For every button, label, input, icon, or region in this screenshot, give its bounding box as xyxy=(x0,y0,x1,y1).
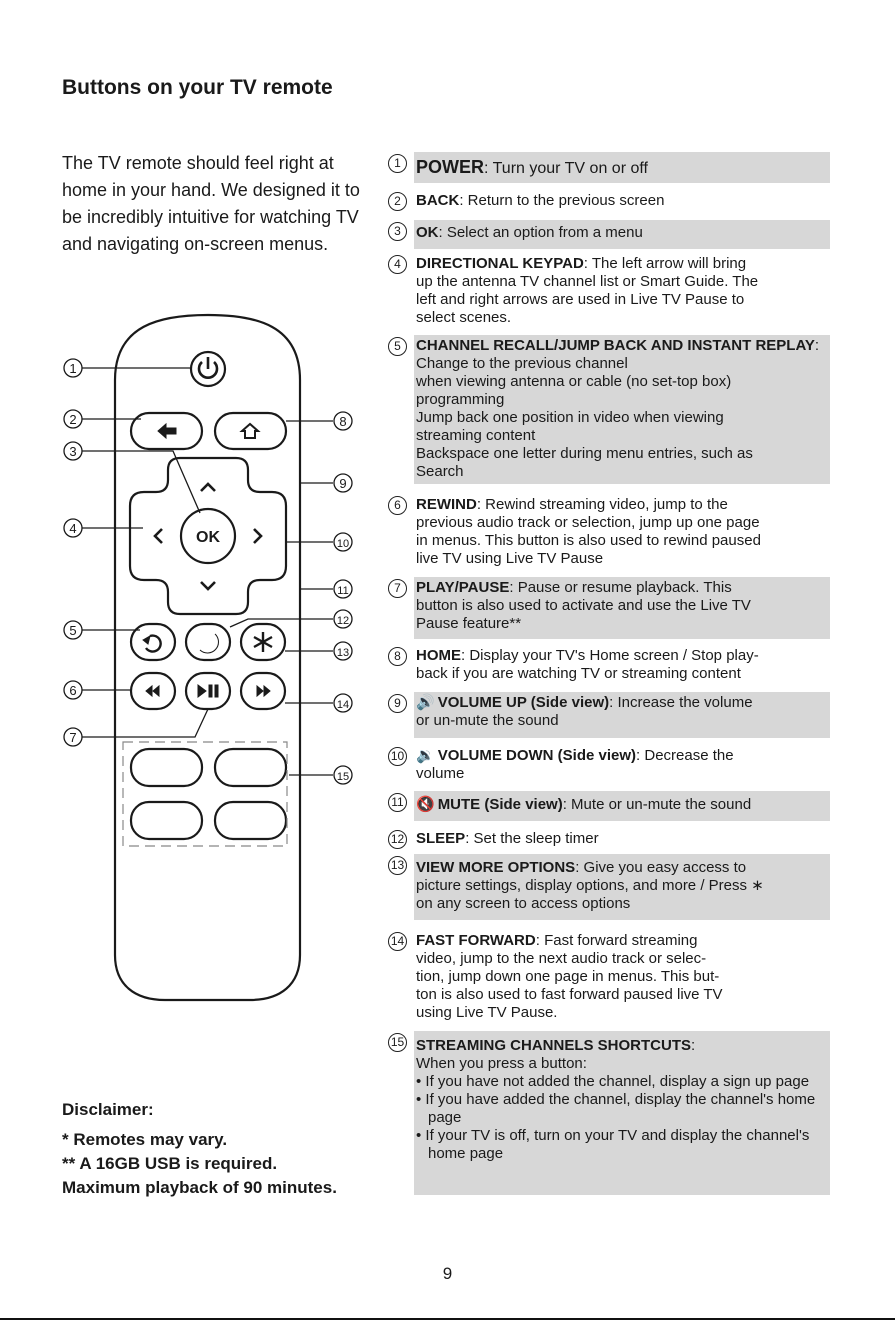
disclaimer-line: ** A 16GB USB is required. xyxy=(62,1154,278,1173)
svg-text:3: 3 xyxy=(69,444,77,459)
volume-down-icon: 🔉 xyxy=(416,747,435,764)
callout-3 xyxy=(64,442,82,460)
svg-text:13: 13 xyxy=(336,647,350,659)
callout-1 xyxy=(64,359,82,377)
remote-illustration xyxy=(0,0,420,1080)
callout-7 xyxy=(64,728,82,746)
callout-15 xyxy=(334,766,352,784)
fast-forward-icon xyxy=(257,686,270,696)
rewind-icon xyxy=(146,686,159,696)
callout-11 xyxy=(334,580,352,598)
entry-text: Turn your TV on or off xyxy=(488,160,648,177)
page-title: Buttons on your TV remote xyxy=(62,76,333,99)
shortcut-button-3 xyxy=(131,802,202,839)
svg-text:7: 7 xyxy=(69,730,77,745)
disclaimer-line: * Remotes may vary. xyxy=(62,1130,228,1149)
asterisk-icon xyxy=(254,632,272,652)
entry-number: 1 xyxy=(388,154,407,173)
callout-4 xyxy=(64,519,82,537)
entry-term: POWER xyxy=(416,157,485,177)
right-arrow-icon xyxy=(254,529,261,543)
svg-text:10: 10 xyxy=(336,538,350,550)
callout-5 xyxy=(64,621,82,639)
up-arrow-icon xyxy=(201,484,215,491)
list-item: • If you have not added the channel, display a sign up page xyxy=(416,1073,810,1090)
svg-text:4: 4 xyxy=(69,521,77,536)
callout-2 xyxy=(64,410,82,428)
svg-text:2: 2 xyxy=(69,412,77,427)
home-button xyxy=(215,413,286,449)
play-pause-icon xyxy=(198,685,218,697)
volume-up-icon: 🔊 xyxy=(416,694,435,711)
disclaimer xyxy=(62,1098,392,1200)
callout-10 xyxy=(334,533,352,551)
remote-body xyxy=(115,315,300,1000)
home-icon xyxy=(242,424,258,438)
back-arrow-icon xyxy=(158,424,176,438)
callout-12 xyxy=(334,610,352,628)
callout-9 xyxy=(334,474,352,492)
sleep-button xyxy=(186,624,230,660)
down-arrow-icon xyxy=(201,582,215,589)
callout-13 xyxy=(334,642,352,660)
svg-text:9: 9 xyxy=(339,476,347,491)
shortcut-dashed-frame xyxy=(123,742,287,846)
callout-8 xyxy=(334,412,352,430)
mute-icon: 🔇 xyxy=(416,796,435,813)
moon-icon xyxy=(200,634,218,653)
disclaimer-line: Maximum playback of 90 minutes. xyxy=(62,1178,337,1197)
svg-text:14: 14 xyxy=(336,699,350,711)
shortcut-button-2 xyxy=(215,749,286,786)
svg-text:8: 8 xyxy=(339,414,347,429)
intro-paragraph: The TV remote should feel right at home in your hand. We designed it to be incredibly intuitive for watching TV and navigating on-screen menus. xyxy=(62,153,360,254)
svg-text:15: 15 xyxy=(336,771,350,783)
svg-text:12: 12 xyxy=(336,615,350,627)
callout-14 xyxy=(334,694,352,712)
list-item: • If your TV is off, turn on your TV and display the channel's home page xyxy=(416,1127,810,1162)
svg-text:11: 11 xyxy=(337,585,349,597)
callout-6 xyxy=(64,681,82,699)
play-pause-button xyxy=(186,673,230,709)
shortcut-button-4 xyxy=(215,802,286,839)
svg-text:6: 6 xyxy=(69,683,77,698)
ok-label: OK xyxy=(196,529,220,546)
svg-text:1: 1 xyxy=(69,361,77,376)
left-arrow-icon xyxy=(155,529,162,543)
shortcut-button-1 xyxy=(131,749,202,786)
svg-text:5: 5 xyxy=(69,623,77,638)
page-number: 9 xyxy=(442,1264,453,1283)
list-item: • If you have added the channel, display the channel's home page xyxy=(416,1091,816,1126)
disclaimer-heading: Disclaimer: xyxy=(62,1100,154,1119)
bottom-rule xyxy=(0,1318,895,1320)
